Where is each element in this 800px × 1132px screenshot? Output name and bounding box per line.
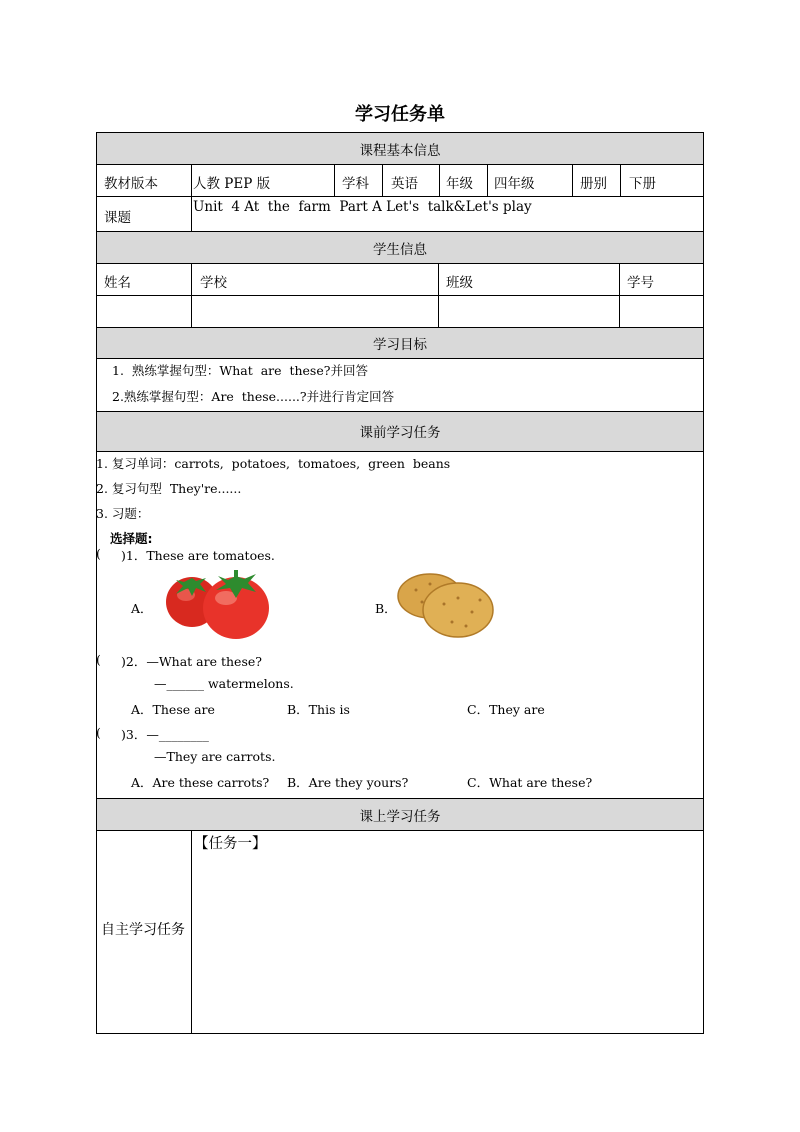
- student-info-header: [96, 231, 704, 263]
- q2-paren[interactable]: (: [96, 652, 101, 667]
- task-one-label: 【任务一】: [194, 836, 267, 852]
- volume-value: 下册: [629, 176, 656, 192]
- topic-value: Unit 4 At the farm Part A Let's talk&Let's play: [193, 199, 532, 215]
- pre-class-item-2: 2. 复习句型 They're......: [96, 481, 242, 496]
- subject-value: 英语: [391, 176, 418, 192]
- potatoes-image: [396, 568, 496, 640]
- task-sheet-table: [96, 132, 704, 1034]
- subject-label: 学科: [342, 176, 369, 192]
- topic-label: 课题: [104, 210, 131, 226]
- q3-option-a[interactable]: A．Are these carrots?: [131, 775, 270, 790]
- course-info-header-label: 课程基本信息: [359, 143, 441, 159]
- self-study-label: 自主学习任务: [101, 922, 185, 938]
- grade-value: 四年级: [494, 176, 535, 192]
- course-info-header: [96, 132, 704, 164]
- q3-option-c[interactable]: C．What are these?: [467, 775, 593, 790]
- q3-paren[interactable]: (: [96, 725, 101, 740]
- q2-option-a[interactable]: A．These are: [131, 702, 215, 717]
- goal-item-2: 2.熟练掌握句型：Are these......?并进行肯定回答: [112, 389, 395, 404]
- student-id-label: 学号: [627, 275, 654, 291]
- q3-option-b[interactable]: B．Are they yours?: [287, 775, 409, 790]
- pre-class-item-1: 1. 复习单词：carrots, potatoes, tomatoes, green beans: [96, 456, 451, 471]
- volume-label: 册别: [580, 176, 607, 192]
- in-class-header-label: 课上学习任务: [359, 809, 441, 825]
- textbook-value: 人教 PEP 版: [193, 176, 271, 192]
- student-info-header-label: 学生信息: [373, 242, 427, 258]
- choice-section-title: 选择题:: [110, 531, 153, 546]
- goal-item-1: 1. 熟练掌握句型：What are these?并回答: [112, 363, 368, 378]
- goals-header: [96, 327, 704, 358]
- q2-option-c[interactable]: C．They are: [467, 702, 545, 717]
- goals-header-label: 学习目标: [373, 337, 427, 353]
- document-title: 学习任务单: [355, 104, 445, 125]
- class-label: 班级: [446, 275, 473, 291]
- q1-stem: )1．These are tomatoes.: [121, 548, 275, 563]
- q3-line2: —They are carrots.: [154, 749, 276, 764]
- school-label: 学校: [200, 275, 227, 291]
- q1-paren[interactable]: (: [96, 546, 101, 561]
- grade-label: 年级: [446, 176, 473, 192]
- in-class-header: [96, 798, 704, 830]
- pre-class-header-label: 课前学习任务: [359, 425, 441, 441]
- pre-class-header: [96, 411, 704, 451]
- tomatoes-image: [156, 568, 272, 642]
- q2-stem: )2．—What are these?: [121, 654, 262, 669]
- q1-option-a[interactable]: A．: [131, 601, 153, 616]
- q2-line2: —______ watermelons.: [154, 676, 294, 691]
- q2-option-b[interactable]: B．This is: [287, 702, 350, 717]
- textbook-label: 教材版本: [104, 176, 158, 192]
- q1-option-b[interactable]: B．: [375, 601, 397, 616]
- pre-class-item-3: 3. 习题：: [96, 506, 150, 521]
- name-label: 姓名: [104, 275, 131, 291]
- q3-stem: )3．—________: [121, 727, 209, 742]
